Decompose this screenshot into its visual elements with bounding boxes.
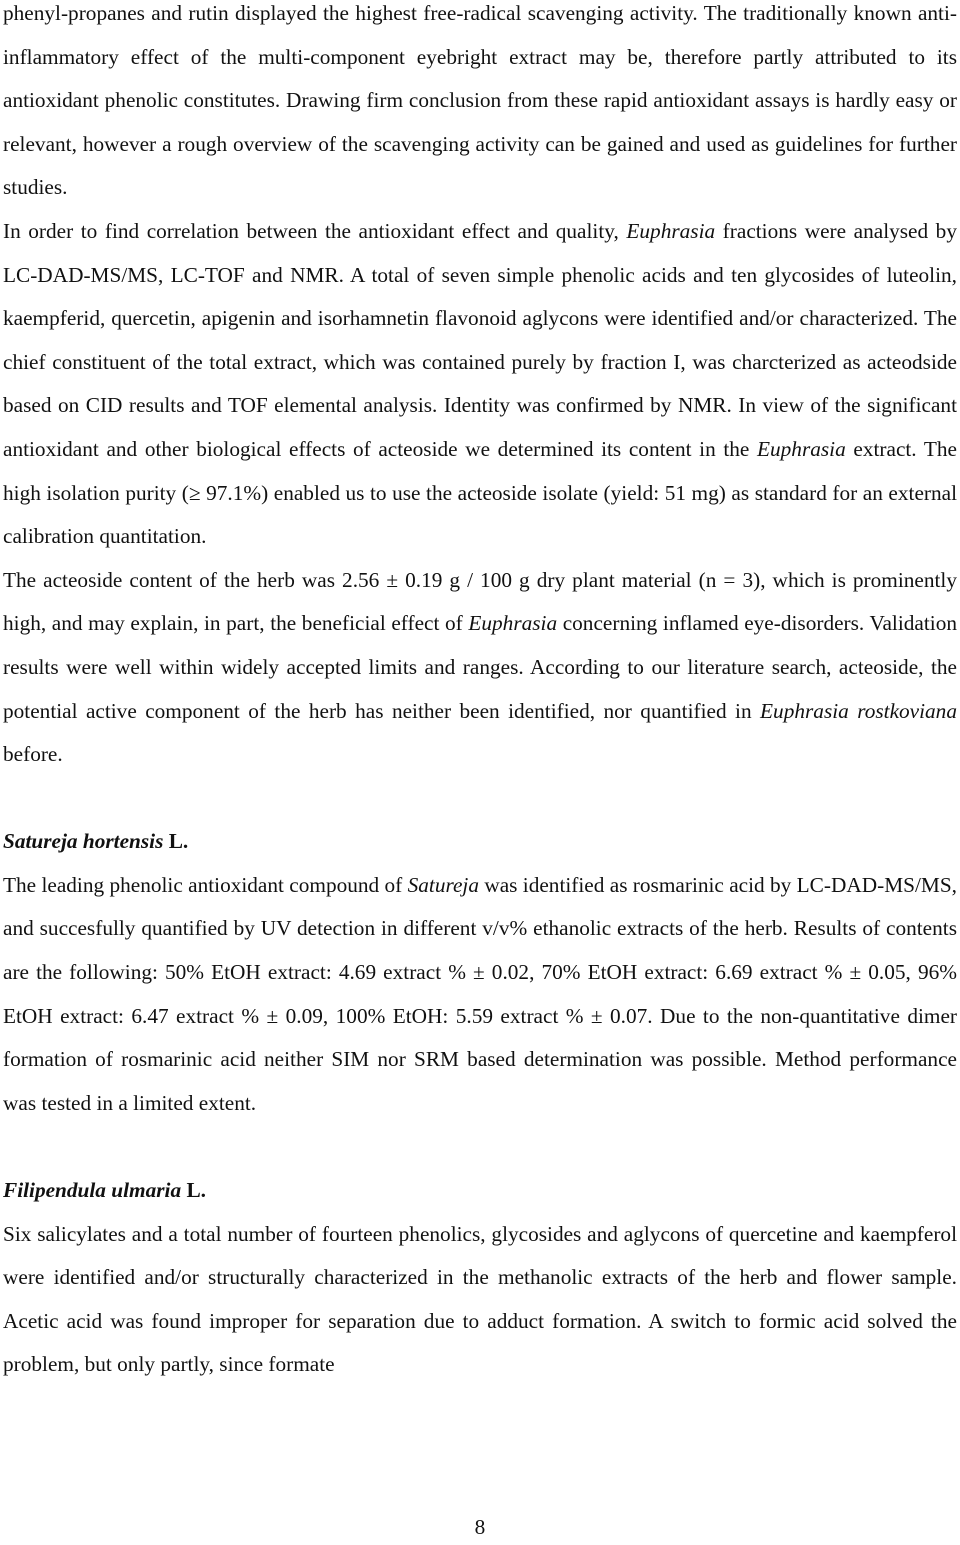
text-run: before.	[3, 742, 63, 767]
text-run: phenyl-propanes and rutin displayed the highest free-radical scavenging activity. The traditionally known anti-inflammatory effect of the multi-component eyebright extract may be, therefore partly attributed to its antioxidant phenolic constitutes. Drawing firm conclusion from these rapid antioxidant assays is hardly easy or relevant, however a rough overview of the scavenging activity can be gained and used as guidelines for further studies.	[3, 1, 957, 200]
genus-name: Euphrasia	[626, 218, 716, 243]
heading-species-name: Satureja hortensis	[3, 829, 164, 854]
genus-name: Euphrasia	[468, 611, 558, 636]
section-heading-filipendula	[3, 1169, 957, 1213]
section-spacer	[3, 1125, 957, 1169]
filipendula-paragraph	[3, 1213, 957, 1387]
text-run: The leading phenolic antioxidant compound of	[3, 872, 408, 897]
greater-equal-symbol: ≥	[188, 480, 201, 505]
text-run: extract. The high isolation purity (	[3, 436, 957, 505]
text-run: fractions were analysed by LC-DAD-MS/MS, LC-TOF and NMR. A total of seven simple phenolic acids and ten glycosides of luteolin, kaempferid, quercetin, apigenin and isorhamnetin flavonoid aglycons were identified and/or characterized. The chief constituent of the total extract, which was contained purely by fraction I, was charcterized as acteodside based on CID results and TOF elemental analysis. Identity was confirmed by NMR. In view of the significant antioxidant and other biological effects of acteoside we determined its content in the	[3, 218, 957, 461]
acteoside-content-paragraph	[3, 559, 957, 777]
genus-name: Satureja	[407, 872, 479, 897]
satureja-paragraph	[3, 864, 957, 1126]
text-run: 97.1%) enabled us to use the acteoside isolate (yield: 51 mg) as standard for an external calibration quantitation.	[3, 480, 958, 549]
text-run: The acteoside content of the herb was 2.56 ± 0.19 g / 100 g dry plant material (n = 3), which is prominently high, and may explain, in part, the beneficial effect of	[3, 567, 957, 636]
text-run: was identified as rosmarinic acid by LC-DAD-MS/MS, and succesfully quantified by UV detection in different v/v% ethanolic extracts of the herb. Results of contents are the following: 50% EtOH extract: 4.69 extract % ± 0.02, 70% EtOH extract: 6.69 extract % ± 0.05, 96% EtOH extract: 6.47 extract % ± 0.09, 100% EtOH: 5.59 extract % ± 0.07. Due to the non-quantitative dimer formation of rosmarinic acid neither SIM nor SRM based determination was possible. Method performance was tested in a limited extent.	[3, 872, 957, 1115]
text-run: concerning inflamed eye-disorders. Validation results were well within widely accepted limits and ranges. According to our literature search, acteoside, the potential active component of the herb has neither been identified, nor quantified in	[3, 611, 957, 723]
section-spacer	[3, 777, 957, 821]
text-run: Six salicylates and a total number of fourteen phenolics, glycosides and aglycons of quercetine and kaempferol were identified and/or structurally characterized in the methanolic extracts of the herb and flower sample. Acetic acid was found improper for separation due to adduct formation. A switch to formic acid solved the problem, but only partly, since formate	[3, 1221, 957, 1377]
section-heading-satureja	[3, 820, 957, 864]
intro-paragraph	[3, 0, 957, 210]
species-name: Euphrasia rostkoviana	[760, 698, 957, 723]
document-page	[3, 0, 957, 1387]
heading-author-abbrev: L.	[181, 1178, 206, 1203]
heading-author-abbrev: L.	[163, 829, 189, 854]
heading-species-name: Filipendula ulmaria	[3, 1178, 182, 1203]
genus-name: Euphrasia	[757, 436, 846, 461]
euphrasia-analysis-paragraph	[3, 210, 957, 559]
page-number: 8	[474, 1515, 486, 1539]
text-run: In order to find correlation between the antioxidant effect and quality,	[3, 218, 627, 243]
